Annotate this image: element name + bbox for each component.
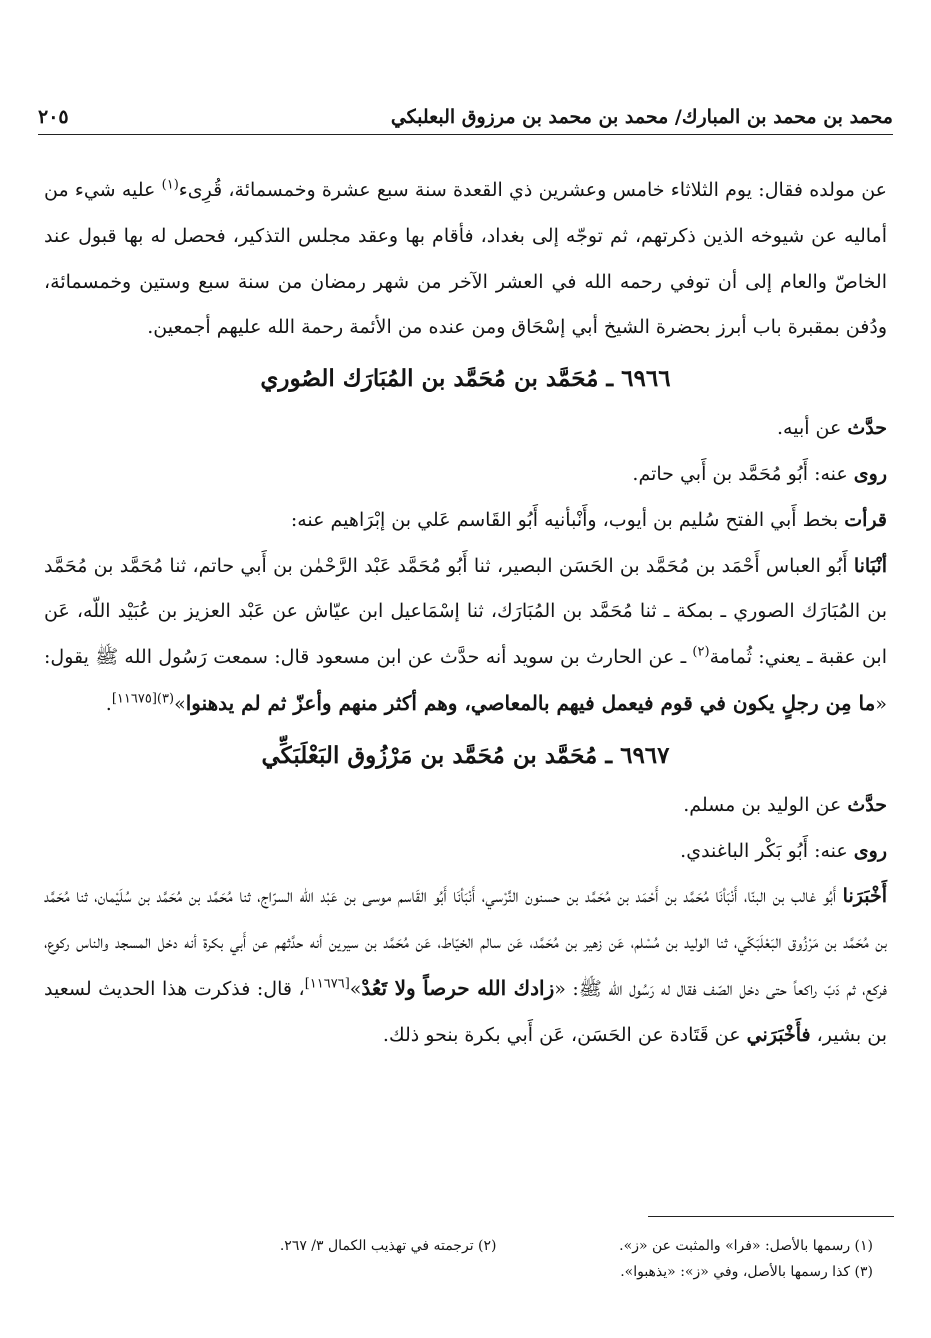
page-header (38, 94, 893, 135)
entry1-haddath (44, 406, 887, 452)
footnote-divider (648, 1216, 894, 1217)
footnote-2: (٢) ترجمته في تهذيب الكمال ٣/ ٢٦٧. (279, 1238, 497, 1254)
intro-text-rest: عليه شيء من أماليه عن شيوخه الذين ذكرتهم، ثم توجّه إلى بغداد، فأقام بها وعقد مجلس التذكير، فحصل له بها قبول عند الخاصّ والعام إلى أن توفي رحمه الله في العشر الآخر من شهر رمضان من سنة سبع وستين وخمسمائة، ودُفن بمقبرة باب أبرز بحضرة الشيخ أبي إسْحَاق ومن عنده من الأئمة رحمة الله عليهم أجمعين. (44, 179, 887, 339)
intro-text: عن مولده فقال: يوم الثلاثاء خامس وعشرين ذي القعدة سنة سبع عشرة وخمسمائة، قُرِىء (178, 179, 888, 201)
anba-text-2: ـ عن الحارث بن سويد أنه حدَّث عن ابن مسعود قال: سمعت رَسُول الله ﷺ يقول: « (44, 646, 887, 715)
entry1-qara (44, 498, 887, 544)
qara-label: قرأت (844, 508, 887, 531)
entry2-haddath (44, 783, 887, 829)
entry2-rawa (44, 829, 887, 875)
anba-label: أنْبَانا (853, 554, 887, 577)
akhbarana-text-2: ، قال: فذكرت هذا الحديث لسعيد بن بشير، (44, 977, 887, 1046)
hadith-text: ما مِن رجلٍ يكون في قوم فيعمل فيهم بالمعاصي، وهم أكثر منهم وأعزّ ثم لم يدهنوا (185, 690, 876, 715)
entry1-end: . (105, 692, 112, 715)
akhbarana-label: أَخْبَرَنا (842, 885, 887, 908)
haddath-text: عن أبيه. (776, 417, 848, 440)
entry2-isnad (44, 874, 887, 1058)
rawa-text: عنه: أَبُو مُحَمَّد بن أَبي حاتم. (632, 462, 854, 485)
hadith-number: [١١٦٧٦] (304, 976, 350, 992)
intro-paragraph (44, 168, 887, 351)
rawa-label: روى (853, 839, 887, 862)
footnote-ref-1: (١) (161, 177, 179, 193)
main-text (44, 168, 887, 1059)
hadith-number: [١١٦٧٥] (111, 691, 157, 707)
rawa-label: روى (853, 462, 887, 485)
fa-akhbarani-text: عن قَتَادة عن الحَسَن، عَن أَبي بكرة بنحو ذلك. (382, 1023, 747, 1046)
footnote-ref-2: (٢) (692, 644, 710, 660)
footnote-ref-3: (٣) (156, 691, 175, 707)
haddath-label: حدَّث (847, 417, 887, 440)
running-title: محمد بن محمد بن المبارك/ محمد بن محمد بن مرزوق البعلبكي (390, 106, 893, 128)
fa-akhbarani-label: فأَخْبَرَني (746, 1023, 811, 1046)
hadith-text: زادك الله حرصاً ولا تَعُدْ (361, 975, 555, 1000)
entry-title-6966: ٦٩٦٦ ـ مُحَمَّد بن مُحَمَّد بن المُبَارَك الصُوري (260, 365, 671, 393)
rawa-text: عنه: أَبُو بَكْر الباغندي. (680, 839, 854, 862)
haddath-text: عن الوليد بن مسلم. (683, 793, 848, 816)
footnotes (120, 1233, 873, 1285)
footnote-row (120, 1259, 873, 1285)
haddath-label: حدَّث (847, 793, 887, 816)
page-number: ٢٠٥ (38, 106, 69, 128)
akhbarana-text: أَبُو غالب بن البنّا، أَنْبَأنَا مُحَمَّد بن أَحْمَد بن مُحَمَّد بن حسنون النَّرْسي، أَنْبَأنَا أَبُو القَاسم موسى بن عَبْد اللّه السرّاج، ثنا مُحَمَّد بن مُحَمَّد بن سُلَيْمان، ثنا مُحَمَّد بن مُحَمَّد بن مَرْزُوق البَعْلَبَكّي، ثنا الوليد بن مُسْلم، عَن زهير بن مُحَمَّد، عَن سالم الخيّاط، عَن مُحَمَّد بن سيرين أنه حدَّثهم عن أَبي بكرة أنه دخل المسجد والناس ركوع، فركع، ثم دَبّ راكعاً حتى دخل الصّف فقال له رَسُول الله ﷺ: « (44, 885, 887, 1000)
footnote-row (120, 1233, 873, 1259)
entry1-rawa (44, 452, 887, 498)
anba-text: أَبُو العباس أَحْمَد بن مُحَمَّد بن الحَسَن البصير، ثنا أَبُو مُحَمَّد عَبْد الرَّحْمٰن بن أَبي حاتم، ثنا مُحَمَّد بن مُحَمَّد بن المُبَارَك الصوري ـ بمكة ـ ثنا مُحَمَّد بن المُبَارَك، ثنا إسْمَاعيل ابن عيّاش عن عَبْد العزيز بن عُبَيْد اللّه، عَن ابن عقبة ـ يعني: ثُمامة (44, 554, 887, 669)
footnote-3: (٣) كذا رسمها بالأصل، وفي «ز»: «يذهبوا». (620, 1264, 873, 1280)
hadith-close: » (174, 692, 186, 715)
footnote-1: (١) رسمها بالأصل: «فرا» والمثبت عن «ز». (619, 1238, 873, 1254)
entry1-isnad (44, 544, 887, 728)
entry-title-6967: ٦٩٦٧ ـ مُحَمَّد بن مُحَمَّد بن مَرْزُوق البَعْلَبَكِّي (261, 741, 670, 769)
hadith-close: » (349, 977, 362, 1000)
qara-text: بخط أَبي الفتح سُليم بن أيوب، وأَنْبأنيه أَبُو القَاسم عَلي بن إبْرَاهيم عنه: (290, 508, 845, 531)
